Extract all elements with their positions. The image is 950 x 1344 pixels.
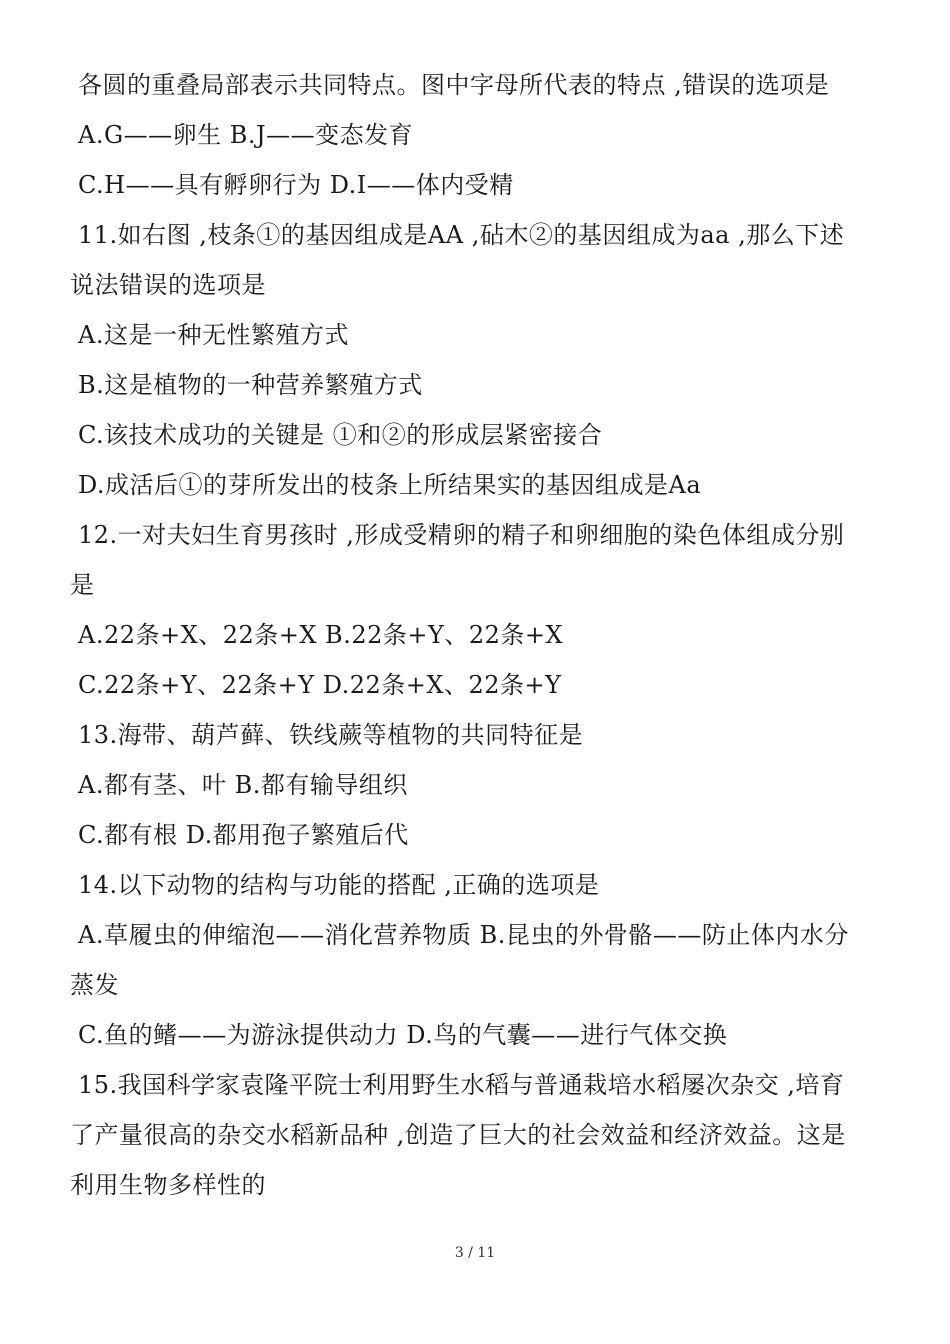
question-13-options-ab: A.都有茎、叶 B.都有输导组织 <box>78 771 408 799</box>
question-11-option-d: D.成活后①的芽所发出的枝条上所结果实的基因组成是Aa <box>78 471 702 499</box>
question-11-stem-cont: 说法错误的选项是 <box>70 271 266 299</box>
question-10-options-cd: C.H——具有孵卵行为 D.I——体内受精 <box>78 171 514 199</box>
question-11-option-a: A.这是一种无性繁殖方式 <box>78 321 349 349</box>
question-12-stem: 12.一对夫妇生育男孩时 ,形成受精卵的精子和卵细胞的染色体组成分别 <box>78 521 845 549</box>
question-14-stem: 14.以下动物的结构与功能的搭配 ,正确的选项是 <box>78 871 600 899</box>
question-10-stem-end: 各圆的重叠局部表示共同特点。图中字母所代表的特点 ,错误的选项是 <box>78 71 830 99</box>
question-12-stem-cont: 是 <box>70 571 95 599</box>
question-12-options-cd: C.22条+Y、22条+Y D.22条+X、22条+Y <box>78 671 562 699</box>
question-11-stem: 11.如右图 ,枝条①的基因组成是AA ,砧木②的基因组成为aa ,那么下述 <box>78 221 845 249</box>
question-10-options-ab: A.G——卵生 B.J——变态发育 <box>78 121 414 149</box>
question-15-stem-cont-2: 利用生物多样性的 <box>70 1171 266 1199</box>
question-11-option-b: B.这是植物的一种营养繁殖方式 <box>78 371 423 399</box>
question-13-options-cd: C.都有根 D.都用孢子繁殖后代 <box>78 821 409 849</box>
question-15-stem-cont-1: 了产量很高的杂交水稻新品种 ,创造了巨大的社会效益和经济效益。这是 <box>70 1121 846 1149</box>
question-15-stem: 15.我国科学家袁隆平院士利用野生水稻与普通栽培水稻屡次杂交 ,培育 <box>78 1071 845 1099</box>
question-12-options-ab: A.22条+X、22条+X B.22条+Y、22条+X <box>78 621 564 649</box>
question-11-option-c: C.该技术成功的关键是 ①和②的形成层紧密接合 <box>78 421 603 449</box>
question-14-options-ab: A.草履虫的伸缩泡——消化营养物质 B.昆虫的外骨骼——防止体内水分 <box>78 921 849 949</box>
question-14-options-cd: C.鱼的鳍——为游泳提供动力 D.鸟的气囊——进行气体交换 <box>78 1021 728 1049</box>
question-13-stem: 13.海带、葫芦藓、铁线蕨等植物的共同特征是 <box>78 721 584 749</box>
page-number: 3 / 11 <box>454 1245 496 1261</box>
question-14-options-ab-cont: 蒸发 <box>70 971 119 999</box>
